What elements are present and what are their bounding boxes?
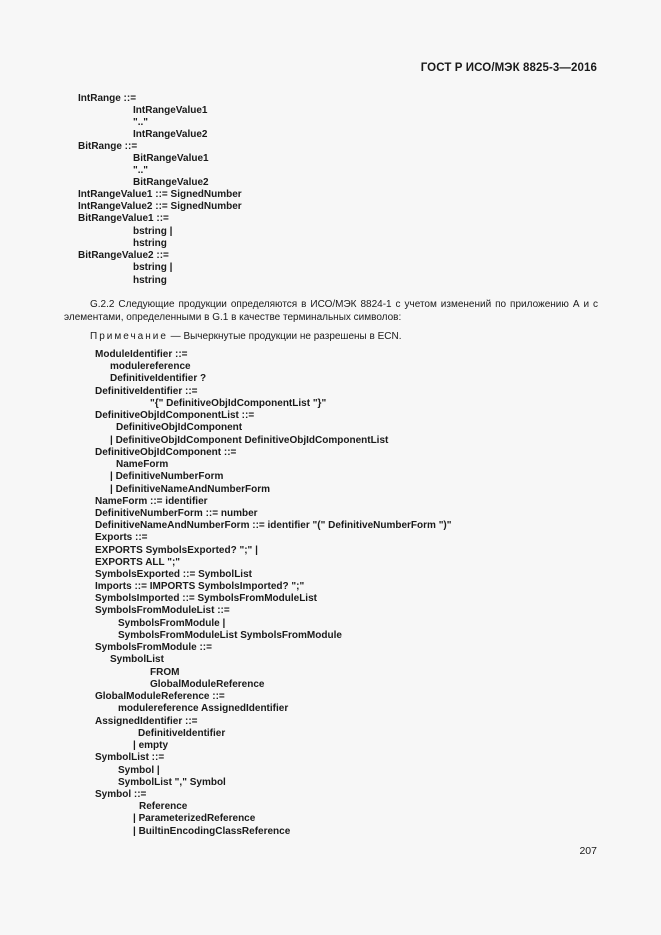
grammar-line: GlobalModuleReference ::= bbox=[95, 691, 225, 702]
grammar-line: hstring bbox=[133, 238, 167, 249]
grammar-line: IntRange ::= bbox=[78, 93, 137, 104]
grammar-line: | ParameterizedReference bbox=[133, 813, 256, 824]
grammar-line: GlobalModuleReference bbox=[150, 679, 265, 690]
paragraph-text: G.2.2 Следующие продукции определяются в ИСО/МЭК 8824-1 с учетом изменений по приложению А и с элементами, определенными в G.1 в качестве терминальных символов: bbox=[64, 299, 598, 323]
grammar-line: modulereference bbox=[110, 361, 191, 372]
grammar-line: Imports ::= IMPORTS SymbolsImported? ";" bbox=[95, 581, 305, 592]
grammar-line: ModuleIdentifier ::= bbox=[95, 349, 188, 360]
grammar-line: "{" DefinitiveObjIdComponentList "}" bbox=[150, 398, 327, 409]
grammar-line: | empty bbox=[133, 740, 169, 751]
note-label: Примечание bbox=[90, 331, 168, 342]
grammar-line: Symbol ::= bbox=[95, 789, 147, 800]
grammar-line: modulereference AssignedIdentifier bbox=[118, 703, 289, 714]
grammar-line: bstring | bbox=[133, 226, 173, 237]
grammar-line: bstring | bbox=[133, 262, 173, 273]
grammar-line: SymbolsFromModuleList SymbolsFromModule bbox=[118, 630, 342, 641]
grammar-line: ".." bbox=[133, 165, 149, 176]
grammar-line: SymbolList ::= bbox=[95, 752, 165, 763]
grammar-line: hstring bbox=[133, 275, 167, 286]
section-paragraph bbox=[64, 298, 598, 324]
grammar-line: NameForm ::= identifier bbox=[95, 496, 208, 507]
note-dash: — bbox=[167, 331, 184, 342]
grammar-line: DefinitiveObjIdComponentList ::= bbox=[95, 410, 255, 421]
grammar-line: Reference bbox=[139, 801, 188, 812]
grammar-line: SymbolsExported ::= SymbolList bbox=[95, 569, 252, 580]
grammar-line: DefinitiveObjIdComponent bbox=[116, 422, 243, 433]
grammar-line: SymbolsFromModule ::= bbox=[95, 642, 212, 653]
grammar-line: | BuiltinEncodingClassReference bbox=[133, 826, 291, 837]
standard-header: ГОСТ Р ИСО/МЭК 8825-3—2016 bbox=[420, 62, 597, 74]
grammar-line: BitRangeValue2 ::= bbox=[78, 250, 169, 261]
note-text: Вычеркнутые продукции не разрешены в ECN. bbox=[183, 331, 402, 342]
grammar-line: IntRangeValue2 ::= SignedNumber bbox=[78, 201, 242, 212]
note bbox=[90, 331, 402, 343]
grammar-line: ".." bbox=[133, 117, 149, 128]
grammar-line: Exports ::= bbox=[95, 532, 148, 543]
grammar-line: BitRangeValue1 bbox=[133, 153, 209, 164]
grammar-line: DefinitiveIdentifier ::= bbox=[95, 386, 198, 397]
grammar-line: SymbolsImported ::= SymbolsFromModuleList bbox=[95, 593, 317, 604]
grammar-line: | DefinitiveObjIdComponent DefinitiveObjIdComponentList bbox=[110, 435, 389, 446]
grammar-line: IntRangeValue1 bbox=[133, 105, 208, 116]
grammar-line: NameForm bbox=[116, 459, 169, 470]
page-number: 207 bbox=[579, 845, 597, 857]
grammar-line: BitRange ::= bbox=[78, 141, 138, 152]
grammar-line: | DefinitiveNameAndNumberForm bbox=[110, 484, 271, 495]
grammar-line: DefinitiveNameAndNumberForm ::= identifier "(" DefinitiveNumberForm ")" bbox=[95, 520, 452, 531]
grammar-line: DefinitiveIdentifier ? bbox=[110, 373, 207, 384]
grammar-line: Symbol | bbox=[118, 765, 160, 776]
grammar-line: FROM bbox=[150, 667, 180, 678]
grammar-line: DefinitiveObjIdComponent ::= bbox=[95, 447, 237, 458]
grammar-line: BitRangeValue2 bbox=[133, 177, 209, 188]
grammar-line: DefinitiveIdentifier bbox=[138, 728, 226, 739]
grammar-line: IntRangeValue2 bbox=[133, 129, 208, 140]
grammar-line: EXPORTS ALL ";" bbox=[95, 557, 181, 568]
grammar-line: AssignedIdentifier ::= bbox=[95, 716, 198, 727]
grammar-line: | DefinitiveNumberForm bbox=[110, 471, 224, 482]
grammar-line: BitRangeValue1 ::= bbox=[78, 213, 169, 224]
grammar-line: SymbolsFromModuleList ::= bbox=[95, 605, 230, 616]
grammar-line: DefinitiveNumberForm ::= number bbox=[95, 508, 258, 519]
grammar-line: EXPORTS SymbolsExported? ";" | bbox=[95, 545, 258, 556]
grammar-line: SymbolsFromModule | bbox=[118, 618, 226, 629]
grammar-line: SymbolList bbox=[110, 654, 164, 665]
grammar-line: IntRangeValue1 ::= SignedNumber bbox=[78, 189, 242, 200]
grammar-line: SymbolList "," Symbol bbox=[118, 777, 226, 788]
